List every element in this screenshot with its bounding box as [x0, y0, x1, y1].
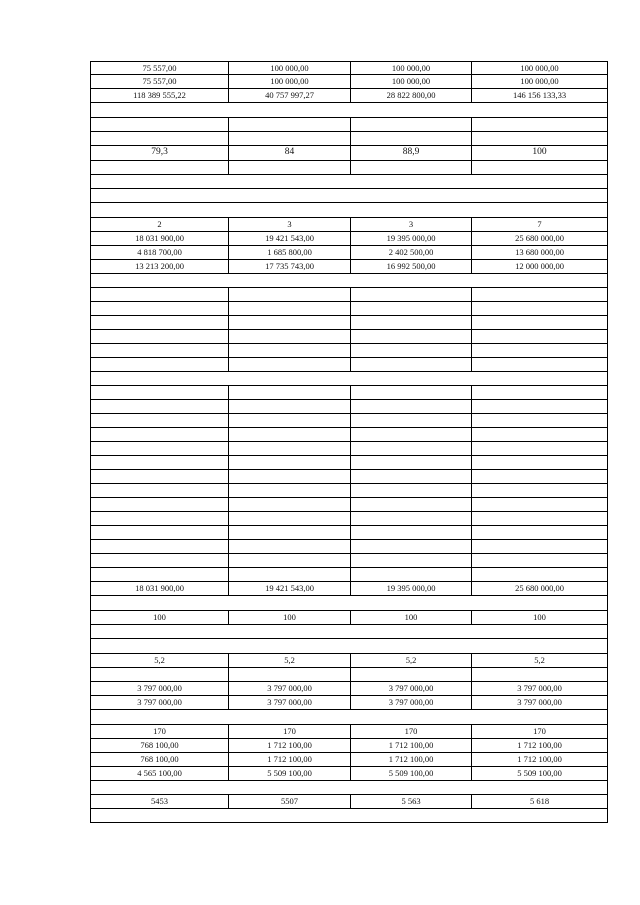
table-cell [228, 302, 350, 315]
table-cell [350, 456, 471, 469]
table-cell [471, 386, 607, 399]
table-cell: 100 [350, 611, 471, 624]
table-cell: 25 680 000,00 [471, 232, 607, 245]
table-row [90, 696, 608, 710]
table-cell [91, 189, 607, 202]
table-cell [91, 372, 607, 385]
table-cell [228, 330, 350, 343]
table-cell: 75 557,00 [142, 62, 177, 73]
table-cell [91, 330, 228, 343]
table-row [90, 146, 608, 161]
table-row [90, 246, 608, 260]
table-cell [91, 554, 228, 567]
table-cell: 3 797 000,00 [350, 696, 471, 709]
table-cell [228, 161, 350, 174]
table-row [90, 739, 608, 753]
table-cell [91, 498, 228, 511]
table-row [90, 89, 608, 103]
table-cell [350, 358, 471, 371]
table-cell [350, 554, 471, 567]
table-cell [350, 668, 471, 681]
table-cell: 146 156 133,33 [471, 89, 607, 102]
table-cell: 2 [157, 219, 162, 230]
table-cell: 1 685 800,00 [228, 246, 350, 259]
table-cell: 88,9 [350, 146, 471, 160]
table-cell: 19 421 543,00 [228, 232, 350, 245]
table-row [90, 725, 608, 739]
table-cell [91, 809, 607, 822]
table-cell [350, 330, 471, 343]
table-cell: 170 [350, 725, 471, 738]
table-cell: 768 100,00 [140, 740, 179, 751]
table-cell [471, 428, 607, 441]
table-cell [350, 484, 471, 497]
table-cell [228, 568, 350, 581]
table-row-merged [90, 189, 608, 203]
table-cell [228, 386, 350, 399]
table-cell: 17 735 743,00 [228, 260, 350, 273]
table-cell [350, 132, 471, 145]
table-cell [350, 316, 471, 329]
table-cell [471, 302, 607, 315]
table-cell: 7 [471, 218, 607, 231]
table-row [90, 75, 608, 89]
table-cell [91, 302, 228, 315]
table-row [90, 654, 608, 668]
table-cell: 1 712 100,00 [471, 753, 607, 766]
table-cell [91, 470, 228, 483]
table-cell [228, 668, 350, 681]
table-cell [91, 161, 228, 174]
table-cell [91, 175, 607, 188]
table-row [90, 400, 608, 414]
table-cell: 3 797 000,00 [228, 682, 350, 695]
table-cell: 5,2 [154, 655, 165, 666]
table-row [90, 442, 608, 456]
table-cell [91, 274, 607, 287]
data-table [90, 61, 608, 823]
table-row [90, 767, 608, 781]
table-cell [350, 526, 471, 539]
table-cell [350, 344, 471, 357]
table-row-merged [90, 274, 608, 288]
table-row [90, 218, 608, 232]
table-cell: 4 565 100,00 [137, 768, 182, 779]
table-cell [91, 103, 607, 117]
table-cell [228, 288, 350, 301]
table-cell [350, 470, 471, 483]
table-row [90, 118, 608, 132]
table-cell: 170 [153, 726, 166, 737]
table-cell: 5507 [228, 795, 350, 808]
table-cell [350, 512, 471, 525]
table-row-merged [90, 781, 608, 795]
table-row [90, 132, 608, 146]
table-cell: 3 797 000,00 [350, 682, 471, 695]
table-cell [228, 400, 350, 413]
table-cell [91, 442, 228, 455]
table-cell [471, 118, 607, 131]
table-row [90, 456, 608, 470]
table-cell: 12 000 000,00 [471, 260, 607, 273]
table-row [90, 582, 608, 596]
table-cell: 18 031 900,00 [135, 233, 184, 244]
table-cell [228, 316, 350, 329]
table-cell: 1 712 100,00 [228, 739, 350, 752]
table-cell: 3 797 000,00 [228, 696, 350, 709]
table-cell: 5,2 [471, 654, 607, 667]
table-cell [350, 288, 471, 301]
table-cell: 1 712 100,00 [350, 739, 471, 752]
table-cell: 100 [471, 146, 607, 160]
table-row [90, 316, 608, 330]
table-row [90, 526, 608, 540]
table-row [90, 61, 608, 75]
table-cell [91, 118, 228, 131]
table-cell: 170 [228, 725, 350, 738]
table-row [90, 414, 608, 428]
table-cell: 100 000,00 [350, 75, 471, 88]
table-row-merged [90, 809, 608, 823]
table-cell [228, 470, 350, 483]
table-row [90, 344, 608, 358]
table-cell: 5,2 [228, 654, 350, 667]
table-cell: 19 395 000,00 [350, 582, 471, 595]
table-cell: 16 992 500,00 [350, 260, 471, 273]
table-cell [350, 386, 471, 399]
table-cell [228, 132, 350, 145]
table-row-merged [90, 372, 608, 386]
table-cell [350, 540, 471, 553]
table-row-merged [90, 639, 608, 654]
table-cell [471, 344, 607, 357]
table-cell [91, 710, 607, 724]
table-cell: 18 031 900,00 [135, 583, 184, 594]
table-cell [91, 625, 607, 638]
table-cell [91, 526, 228, 539]
table-cell [228, 414, 350, 427]
table-cell [91, 358, 228, 371]
table-row [90, 428, 608, 442]
table-row [90, 470, 608, 484]
table-row-merged [90, 103, 608, 118]
table-cell [471, 470, 607, 483]
table-cell [471, 316, 607, 329]
table-row-merged [90, 710, 608, 725]
table-cell: 100 000,00 [228, 62, 350, 74]
table-cell [91, 668, 228, 681]
table-cell [91, 484, 228, 497]
table-cell [228, 498, 350, 511]
table-cell [471, 568, 607, 581]
table-cell: 5 509 100,00 [228, 767, 350, 780]
table-cell: 100 [471, 611, 607, 624]
table-row [90, 260, 608, 274]
table-cell [471, 554, 607, 567]
table-cell: 100 000,00 [228, 75, 350, 88]
table-cell [350, 161, 471, 174]
table-cell [350, 302, 471, 315]
table-cell [91, 414, 228, 427]
table-row [90, 568, 608, 582]
table-cell [91, 344, 228, 357]
table-cell: 1 712 100,00 [471, 739, 607, 752]
table-cell: 100 000,00 [471, 62, 607, 74]
table-cell [471, 512, 607, 525]
table-cell [471, 442, 607, 455]
table-cell [228, 554, 350, 567]
table-cell [471, 132, 607, 145]
table-cell [471, 161, 607, 174]
table-row [90, 386, 608, 400]
table-cell: 13 213 200,00 [135, 261, 184, 272]
table-cell: 3 797 000,00 [137, 697, 182, 708]
table-cell [350, 400, 471, 413]
table-row [90, 358, 608, 372]
table-cell [91, 386, 228, 399]
table-row [90, 611, 608, 625]
table-cell: 768 100,00 [140, 754, 179, 765]
table-cell: 79,3 [151, 147, 168, 158]
table-cell: 5,2 [350, 654, 471, 667]
table-cell [228, 512, 350, 525]
table-cell: 25 680 000,00 [471, 582, 607, 595]
table-cell [91, 288, 228, 301]
table-cell: 19 395 000,00 [350, 232, 471, 245]
table-row [90, 682, 608, 696]
table-row [90, 554, 608, 568]
table-row [90, 795, 608, 809]
table-row [90, 753, 608, 767]
table-cell [471, 456, 607, 469]
table-row [90, 232, 608, 246]
table-cell [228, 428, 350, 441]
table-cell: 100 000,00 [350, 62, 471, 74]
table-cell: 100 000,00 [471, 75, 607, 88]
table-cell: 5 618 [471, 795, 607, 808]
table-cell [228, 118, 350, 131]
table-cell [228, 344, 350, 357]
table-row [90, 288, 608, 302]
table-cell [228, 456, 350, 469]
table-cell: 3 [228, 218, 350, 231]
table-row [90, 161, 608, 175]
table-cell [91, 316, 228, 329]
table-cell: 100 [228, 611, 350, 624]
table-cell [350, 568, 471, 581]
table-cell: 3 797 000,00 [471, 682, 607, 695]
table-cell: 13 680 000,00 [471, 246, 607, 259]
table-cell: 100 [153, 612, 166, 623]
table-cell [91, 596, 607, 610]
table-row-merged [90, 596, 608, 611]
table-cell [471, 498, 607, 511]
table-cell [91, 781, 607, 794]
table-cell: 1 712 100,00 [350, 753, 471, 766]
table-cell [350, 442, 471, 455]
table-cell [471, 358, 607, 371]
table-cell [91, 203, 607, 217]
table-cell: 5 563 [350, 795, 471, 808]
table-cell: 40 757 997,27 [228, 89, 350, 102]
table-cell [91, 428, 228, 441]
table-cell: 2 402 500,00 [350, 246, 471, 259]
table-cell: 170 [471, 725, 607, 738]
table-cell [471, 540, 607, 553]
table-row-merged [90, 625, 608, 639]
table-row [90, 498, 608, 512]
table-row-merged [90, 203, 608, 218]
table-cell: 3 797 000,00 [471, 696, 607, 709]
table-cell [471, 526, 607, 539]
table-cell: 3 797 000,00 [137, 683, 182, 694]
table-cell [228, 484, 350, 497]
table-cell: 5 509 100,00 [350, 767, 471, 780]
table-cell [91, 400, 228, 413]
table-row-merged [90, 175, 608, 189]
table-cell [350, 498, 471, 511]
table-cell: 3 [350, 218, 471, 231]
table-cell: 75 557,00 [142, 76, 177, 87]
table-cell [471, 484, 607, 497]
table-row [90, 540, 608, 554]
table-row [90, 330, 608, 344]
table-cell [228, 358, 350, 371]
table-cell [91, 456, 228, 469]
table-cell: 118 389 555,22 [133, 90, 186, 101]
table-cell [471, 330, 607, 343]
table-cell [91, 568, 228, 581]
table-cell: 28 822 800,00 [350, 89, 471, 102]
table-row [90, 512, 608, 526]
table-cell [350, 118, 471, 131]
table-cell [91, 132, 228, 145]
table-row [90, 302, 608, 316]
table-cell [471, 288, 607, 301]
table-row [90, 668, 608, 682]
table-cell [228, 526, 350, 539]
table-cell [91, 540, 228, 553]
table-cell [471, 400, 607, 413]
table-cell [471, 668, 607, 681]
table-cell [228, 540, 350, 553]
table-cell [91, 512, 228, 525]
table-cell: 5453 [151, 796, 168, 807]
table-cell [350, 414, 471, 427]
table-cell [91, 639, 607, 653]
table-cell: 19 421 543,00 [228, 582, 350, 595]
table-row [90, 484, 608, 498]
table-cell: 84 [228, 146, 350, 160]
table-cell: 5 509 100,00 [471, 767, 607, 780]
table-cell [350, 428, 471, 441]
table-cell: 4 818 700,00 [137, 247, 182, 258]
table-cell: 1 712 100,00 [228, 753, 350, 766]
table-cell [471, 414, 607, 427]
table-cell [228, 442, 350, 455]
